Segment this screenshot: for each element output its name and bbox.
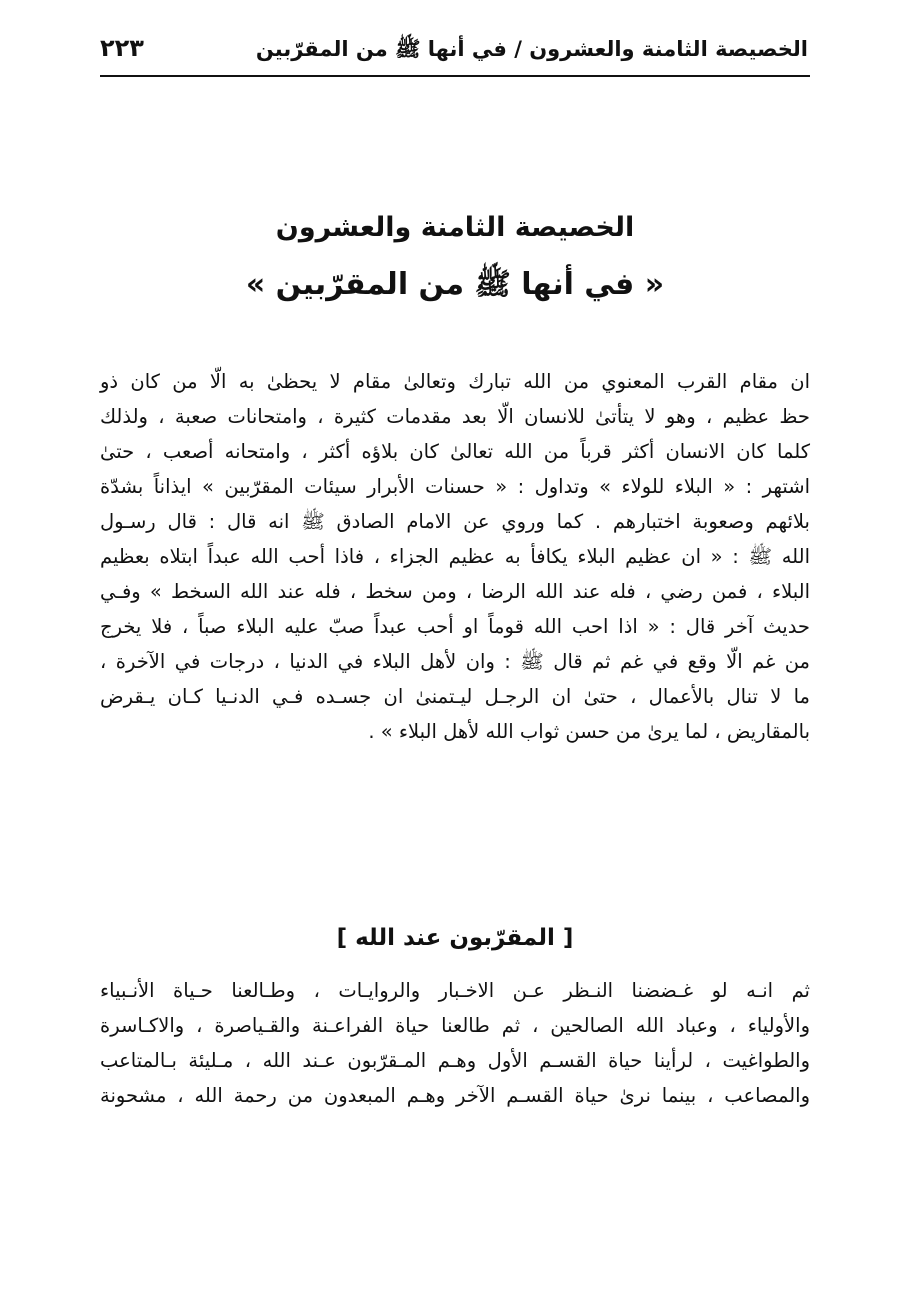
text-line: كلما كان الانسان أكثر قرباً من الله تعالىٰ كان بلاؤه أكثر ، وامتحانه أصعب ، حتىٰ <box>100 440 810 463</box>
text-line: حديث آخر قال : « اذا احب الله قوماً او أحب عبداً صبّ عليه البلاء صباً ، فلا يخرج <box>100 615 810 638</box>
chapter-subtitle: « في أنها ﷺ من المقرّبين » <box>245 267 665 302</box>
text-line: ان مقام القرب المعنوي من الله تبارك وتعالىٰ مقام لا يحظىٰ به الّا من كان ذو <box>100 370 810 393</box>
text-line: البلاء ، فمن رضي ، فله عند الله الرضا ، ومن سخط ، فله عند الله السخط » وفـي <box>100 580 810 603</box>
running-title: الخصيصة الثامنة والعشرون / في أنها ﷺ من المقرّبين <box>255 37 808 61</box>
text-line: والأولياء ، وعباد الله الصالحين ، ثم طالعنا حياة الفراعـنة والقـياصرة ، والاكـاسرة <box>100 1014 810 1037</box>
text-line: والمصاعب ، بينما نرىٰ حياة القسـم الآخر وهـم المبعدون من رحمة الله ، مشحونة <box>100 1084 810 1107</box>
section-heading: [ المقرّبون عند الله ] <box>336 925 574 951</box>
text-line: حظ عظيم ، وهو لا يتأتىٰ للانسان الّا بعد مقدمات كثيرة ، وامتحانات صعبة ، ولذلك <box>100 405 810 428</box>
text-line: ما لا تنال بالأعمال ، حتىٰ ان الرجـل ليـتمنىٰ ان جسـده فـي الدنـيا كـان يـقرض <box>100 685 810 708</box>
text-line: بلائهم وصعوبة اختبارهم . كما وروي عن الامام الصادق ﷺ انه قال : قال رسـول <box>100 510 810 533</box>
paragraph-2 <box>100 973 810 1113</box>
text-line: الله ﷺ : « ان عظيم البلاء يكافأ به عظيم الجزاء ، فاذا أحب الله عبداً ابتلاه بعظيم <box>100 545 810 568</box>
chapter-title: الخصيصة الثامنة والعشرون <box>275 212 635 243</box>
page-number: ٢٢٣ <box>100 34 144 62</box>
text-line: ثم انـه لو غـضضنا النـظر عـن الاخـبار والروايـات ، وطـالعنا حـياة الأنـبياء <box>100 979 810 1002</box>
text-line: اشتهر : « البلاء للولاء » وتداول : « حسنات الأبرار سيئات المقرّبين » ايذاناً بشدّة <box>100 475 810 498</box>
header-divider <box>100 75 810 77</box>
text-line: والطواغيت ، لرأينا حياة القسـم الأول وهـم المـقرّبون عـند الله ، مـليئة بـالمتاعب <box>100 1049 810 1072</box>
paragraph-1 <box>100 364 810 749</box>
text-line: من غم الّا وقع في غم ثم قال ﷺ : وان لأهل البلاء في الدنيا ، درجات في الآخرة ، <box>100 650 810 673</box>
text-line: بالمقاريض ، لما يرىٰ من حسن ثواب الله لأهل البلاء » . <box>368 720 810 743</box>
page-header <box>100 34 808 74</box>
